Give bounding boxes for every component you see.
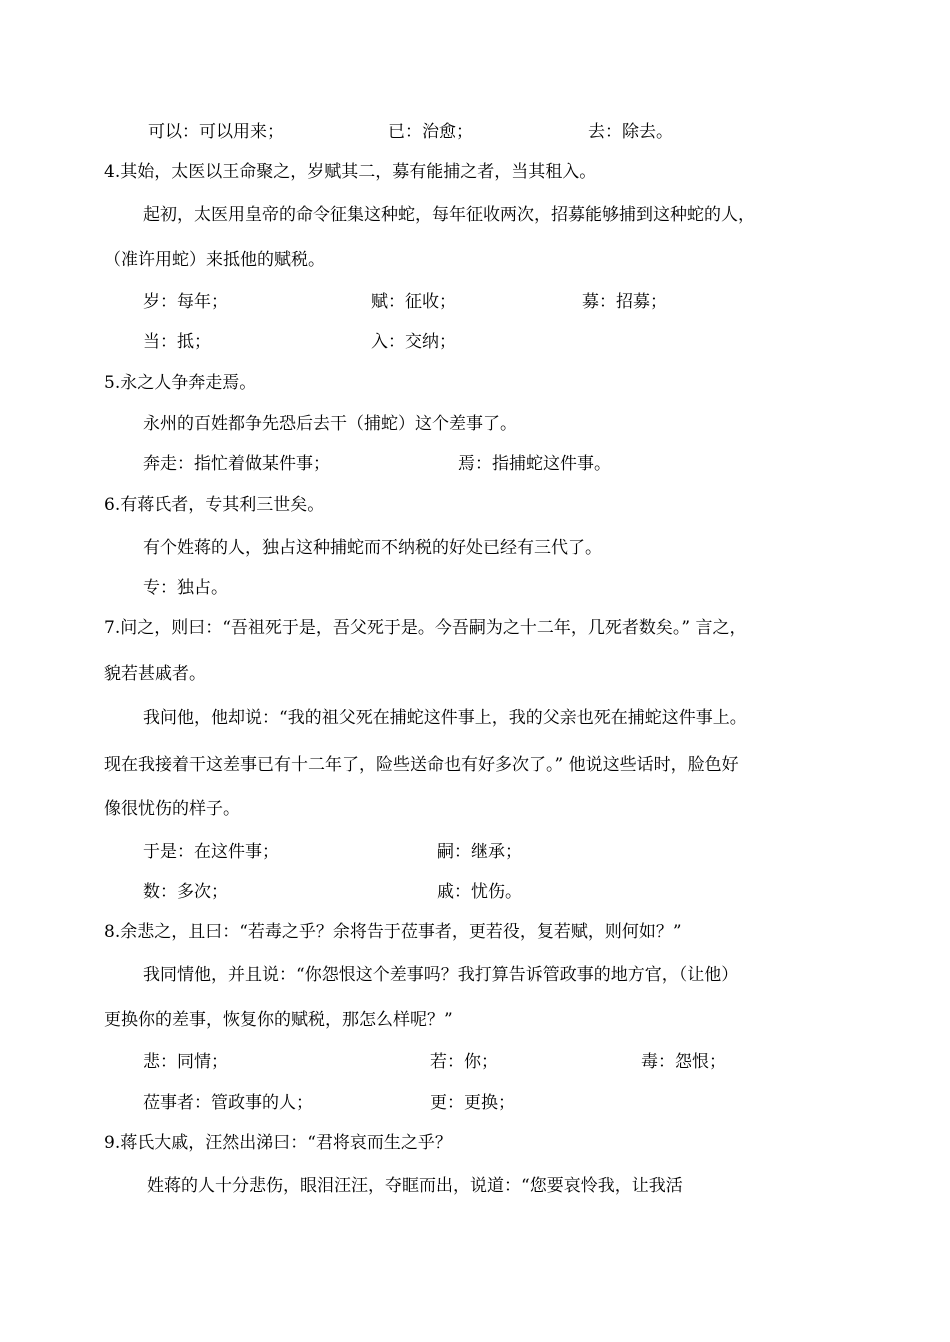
text-line [0, 917, 950, 947]
annotation: 当：抵； [143, 332, 211, 352]
annotation: 去：除去。 [588, 122, 673, 142]
annotation: 入：交纳； [371, 332, 456, 352]
translation: 有个姓蒋的人，独占这种捕蛇而不纳税的好处已经有三代了。 [143, 538, 602, 558]
annotation: 奔走：指忙着做某件事； [143, 454, 330, 474]
original-sentence: 7.问之，则曰：“吾祖死于是，吾父死于是。今吾嗣为之十二年，几死者数矣。” 言之， [104, 618, 747, 638]
original-sentence: 貌若甚戚者。 [104, 664, 206, 684]
text-line [0, 659, 950, 689]
translation: 像很忧伤的样子。 [104, 799, 240, 819]
annotation: 更：更换； [430, 1093, 515, 1113]
text-line [0, 157, 950, 187]
annotation: 数：多次； [143, 882, 228, 902]
text-line [0, 287, 950, 317]
annotation: 赋：征收； [371, 292, 456, 312]
translation: 永州的百姓都争先恐后去干（捕蛇）这个差事了。 [143, 414, 517, 434]
annotation: 悲：同情； [143, 1052, 228, 1072]
text-line [0, 533, 950, 563]
text-line [0, 613, 950, 643]
text-line [0, 368, 950, 398]
annotation: 于是：在这件事； [143, 842, 279, 862]
translation: 姓蒋的人十分悲伤，眼泪汪汪，夺眶而出，说道：“您要哀怜我，让我活 [147, 1176, 683, 1196]
text-line [0, 327, 950, 357]
original-sentence: 6.有蒋氏者，专其利三世矣。 [104, 495, 325, 515]
annotation: 岁：每年； [143, 292, 228, 312]
annotation: 莅事者：管政事的人； [143, 1093, 313, 1113]
original-sentence: 8.余悲之，且曰：“若毒之乎？余将告于莅事者，更若役，复若赋，则何如？” [104, 922, 682, 942]
original-sentence: 9.蒋氏大戚，汪然出涕曰：“君将哀而生之乎？ [104, 1133, 452, 1153]
text-line [0, 794, 950, 824]
annotation: 嗣：继承； [437, 842, 522, 862]
translation: （准许用蛇）来抵他的赋税。 [104, 250, 325, 270]
annotation: 已：治愈； [388, 122, 473, 142]
text-line [0, 1128, 950, 1158]
annotation: 戚：忧伤。 [437, 882, 522, 902]
text-line [0, 409, 950, 439]
annotation: 若：你； [430, 1052, 498, 1072]
text-line [0, 877, 950, 907]
annotation: 募：招募； [582, 292, 667, 312]
annotation: 毒：怨恨； [641, 1052, 726, 1072]
text-line [0, 703, 950, 733]
text-line [0, 1005, 950, 1035]
text-line [0, 1047, 950, 1077]
annotation: 可以：可以用来； [148, 122, 284, 142]
original-sentence: 5.永之人争奔走焉。 [104, 373, 257, 393]
text-line [0, 490, 950, 520]
translation: 现在我接着干这差事已有十二年了，险些送命也有好多次了。” 他说这些话时，脸色好 [104, 755, 739, 775]
text-line [0, 837, 950, 867]
text-line [0, 200, 950, 230]
text-line [0, 245, 950, 275]
translation: 我同情他，并且说：“你怨恨这个差事吗？我打算告诉管政事的地方官，（让他） [143, 965, 739, 985]
annotation: 焉：指捕蛇这件事。 [458, 454, 611, 474]
translation: 更换你的差事，恢复你的赋税，那怎么样呢？” [104, 1010, 453, 1030]
text-line [0, 573, 950, 603]
text-line [0, 449, 950, 479]
translation: 我问他，他却说：“我的祖父死在捕蛇这件事上，我的父亲也死在捕蛇这件事上。 [143, 708, 747, 728]
text-line [0, 1088, 950, 1118]
text-line [0, 750, 950, 780]
annotation: 专：独占。 [143, 578, 228, 598]
translation: 起初，太医用皇帝的命令征集这种蛇，每年征收两次，招募能够捕到这种蛇的人， [143, 205, 755, 225]
text-line [0, 117, 950, 147]
original-sentence: 4.其始，太医以王命聚之，岁赋其二，募有能捕之者，当其租入。 [104, 162, 597, 182]
text-line [0, 960, 950, 990]
text-line [0, 1171, 950, 1201]
